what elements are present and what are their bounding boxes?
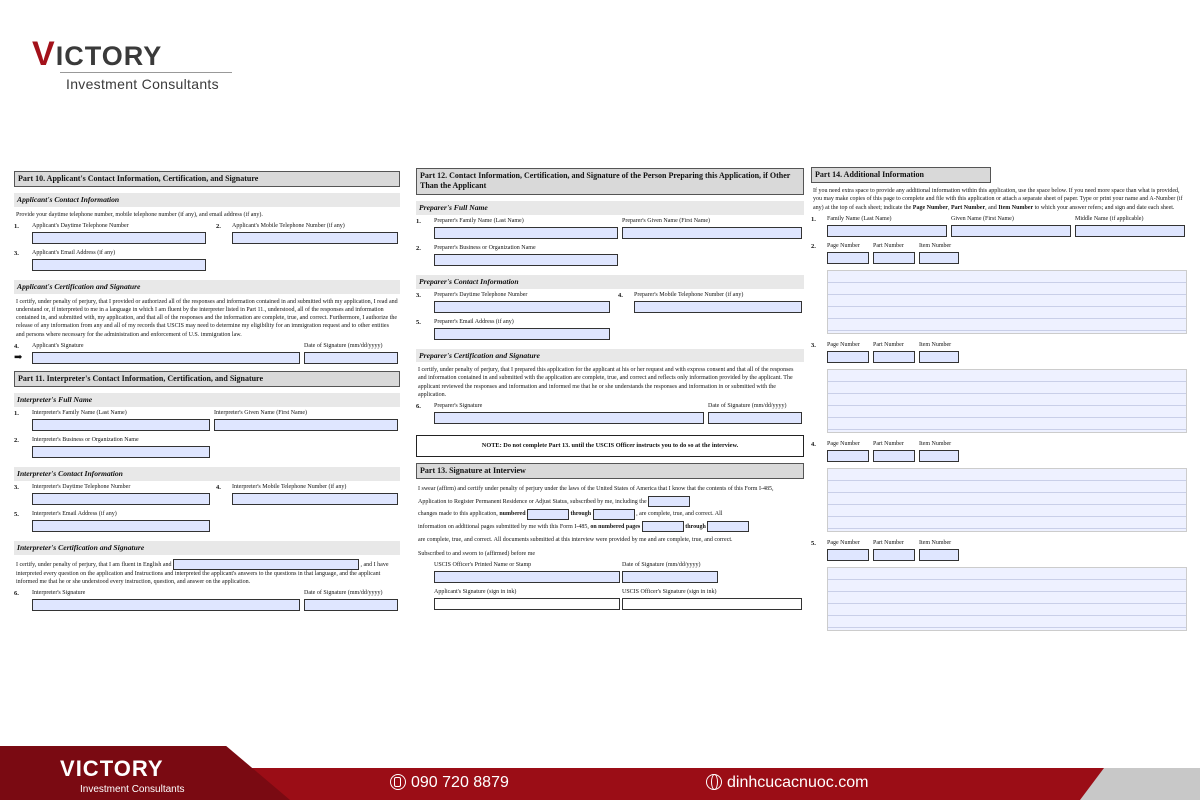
interpreter-name-title: Interpreter's Full Name — [14, 393, 400, 407]
interpreter-cert-title: Interpreter's Certification and Signature — [14, 541, 400, 555]
additional-block: 5. Page Number Part Number Item Number — [811, 540, 1187, 631]
applicant-cert-title: Applicant's Certification and Signature — [14, 280, 400, 294]
applicant-email-row: 3. Applicant's Email Address (if any) — [14, 250, 400, 274]
signature-arrow-icon: ➡ — [14, 351, 23, 363]
footer-phone[interactable]: 090 720 8879 — [390, 774, 509, 792]
interpreter-name-row: 1. Interpreter's Family Name (Last Name) Interpreter's Given Name (First Name) — [14, 410, 400, 434]
block5-item-field[interactable] — [919, 549, 959, 561]
officer-ink-signature-field[interactable] — [622, 598, 802, 610]
block4-part-field[interactable] — [873, 450, 915, 462]
interpreter-phone-row: 3. Interpreter's Daytime Telephone Number 4. Interpreter's Mobile Telephone Number (if any) — [14, 484, 400, 508]
phone-icon — [390, 774, 406, 790]
block2-part-field[interactable] — [873, 252, 915, 264]
block3-part-field[interactable] — [873, 351, 915, 363]
applicant-signature-field[interactable] — [32, 352, 300, 364]
preparer-given-name-field[interactable] — [622, 227, 802, 239]
interpreter-language-field[interactable] — [173, 559, 359, 570]
applicant-contact-intro: Provide your daytime telephone number, mobile telephone number (if any), and email address (if any). — [16, 212, 263, 219]
additional-given-name-field[interactable] — [951, 225, 1071, 237]
preparer-email-row: 5. Preparer's Email Address (if any) — [416, 319, 804, 343]
part10-header: Part 10. Applicant's Contact Information, Certification, and Signature — [14, 171, 400, 187]
interpreter-daytime-phone-field[interactable] — [32, 493, 210, 505]
globe-icon — [706, 774, 722, 790]
preparer-cert-text: I certify, under penalty of perjury, that I prepared this application for the applicant at his or her request and with express consent and that all of the responses and information contained in and submitted with the application are complete, true, and correct and reflects only information provided by the applicant. The applicant reviewed the responses and information and informed me that he or she understands the responses and information in or submitted with the application. — [418, 367, 794, 398]
interpreter-family-name-field[interactable] — [32, 419, 210, 431]
interpreter-signature-date-field[interactable] — [304, 599, 398, 611]
block4-page-field[interactable] — [827, 450, 869, 462]
interpreter-mobile-phone-field[interactable] — [232, 493, 398, 505]
additional-name-row: 1. Family Name (Last Name) Given Name (First Name) Middle Name (if applicable) — [811, 216, 1187, 240]
preparer-signature-row: 6. Preparer's Signature Date of Signature (mm/dd/yyyy) — [416, 403, 804, 427]
block4-text-area[interactable] — [827, 468, 1187, 532]
block3-page-field[interactable] — [827, 351, 869, 363]
interpreter-signature-row: 6. Interpreter's Signature Date of Signature (mm/dd/yyyy) — [14, 590, 400, 614]
block2-text-area[interactable] — [827, 270, 1187, 334]
preparer-organization-field[interactable] — [434, 254, 618, 266]
additional-family-name-field[interactable] — [827, 225, 947, 237]
logo-subtitle: Investment Consultants — [66, 76, 219, 92]
footer-website-link[interactable]: dinhcucacnuoc.com — [706, 774, 868, 792]
preparer-signature-date-field[interactable] — [708, 412, 802, 424]
additional-block: 4. Page Number Part Number Item Number — [811, 441, 1187, 532]
block5-text-area[interactable] — [827, 567, 1187, 631]
preparer-org-row: 2. Preparer's Business or Organization Name — [416, 245, 804, 269]
form-column-left — [14, 171, 400, 614]
changes-from-field[interactable] — [527, 509, 569, 520]
block4-item-field[interactable] — [919, 450, 959, 462]
applicant-contact-title: Applicant's Contact Information — [14, 193, 400, 207]
additional-block: 2. Page Number Part Number Item Number — [811, 243, 1187, 334]
part11-header: Part 11. Interpreter's Contact Information, Certification, and Signature — [14, 371, 400, 387]
block2-item-field[interactable] — [919, 252, 959, 264]
pages-to-field[interactable] — [707, 521, 749, 532]
interpreter-signature-field[interactable] — [32, 599, 300, 611]
footer-bar — [0, 746, 1200, 800]
form-column-middle — [416, 168, 804, 613]
officer-name-field[interactable] — [434, 571, 620, 583]
changes-to-field[interactable] — [593, 509, 635, 520]
victory-logo — [32, 34, 232, 96]
part14-header: Part 14. Additional Information — [811, 167, 991, 183]
applicant-cert-text: I certify, under penalty of perjury, that I provided or authorized all of the responses and information contained in and submitted with my application, I read and understand or, if interpreted to me in a language in which I am fluent by the interpreter listed in Part 11., understood, all of the responses and information contained in, and submitted with, my application, and that all of the responses and the information are complete, true, and correct. Furthermore, I authorize the release of any information from any and all of my records that USCIS may need to determine my eligibility for an immigration request and to other entities and persons where necessary for the administration and enforcement of U.S. immigration law. — [16, 299, 398, 338]
interpreter-org-row: 2. Interpreter's Business or Organization Name — [14, 437, 400, 461]
block3-item-field[interactable] — [919, 351, 959, 363]
applicant-mobile-phone-field[interactable] — [232, 232, 398, 244]
interpreter-email-field[interactable] — [32, 520, 210, 532]
applicant-signature-date-field[interactable] — [304, 352, 398, 364]
interpreter-given-name-field[interactable] — [214, 419, 398, 431]
changes-count-field[interactable] — [648, 496, 690, 507]
preparer-mobile-phone-field[interactable] — [634, 301, 802, 313]
applicant-signature-row: 4. ➡ Applicant's Signature Date of Signature (mm/dd/yyyy) — [14, 343, 400, 367]
interview-oath-text: I swear (affirm) and certify under penalty of perjury under the laws of the United States of America that I know that the contents of this Form I-485, Application to Register Permanent Residence or Adjust Status, subscribed by me, including the changes made to this application, numbered through , are complete, true, and correct. All information on additional pages submitted by me with this Form I-485, on numbered pages through are complete, true, and correct. All documents submitted at this interview were provided by me and are complete, true, and correct. — [418, 486, 774, 543]
officer-name-row: USCIS Officer's Printed Name or Stamp Date of Signature (mm/dd/yyyy) — [416, 562, 804, 586]
interpreter-organization-field[interactable] — [32, 446, 210, 458]
logo-divider — [60, 72, 232, 73]
subscribed-text: Subscribed to and sworn to (affirmed) before me — [418, 551, 536, 558]
preparer-email-field[interactable] — [434, 328, 610, 340]
interpreter-email-row: 5. Interpreter's Email Address (if any) — [14, 511, 400, 535]
part13-header: Part 13. Signature at Interview — [416, 463, 804, 479]
additional-info-intro: If you need extra space to provide any additional information within this application, use the space below. If you need more space than what is provided, you may make copies of this page to complete and file with this application or attach a separate sheet of paper. Type or print your name and A-Number (if any) at the top of each sheet; indicate the Page Number, Part Number, and Item Number to which your answer refers; and sign and date each sheet. — [813, 188, 1183, 211]
logo-wordmark: VICTORY — [32, 35, 163, 73]
preparer-family-name-field[interactable] — [434, 227, 618, 239]
pages-from-field[interactable] — [642, 521, 684, 532]
preparer-phone-row: 3. Preparer's Daytime Telephone Number 4. Preparer's Mobile Telephone Number (if any) — [416, 292, 804, 316]
preparer-signature-field[interactable] — [434, 412, 704, 424]
preparer-daytime-phone-field[interactable] — [434, 301, 610, 313]
block5-page-field[interactable] — [827, 549, 869, 561]
footer-logo-subtitle: Investment Consultants — [80, 784, 185, 795]
additional-block: 3. Page Number Part Number Item Number — [811, 342, 1187, 433]
interpreter-cert-text: I certify, under penalty of perjury, that I am fluent in English and , and I have interpreted every question on the application and Instructions and interpreted the applicant's answers to the questions in that language, and the applicant informed me that he or she understood every instruction, question, and answer on the application. — [16, 559, 398, 586]
preparer-cert-title: Preparer's Certification and Signature — [416, 349, 804, 363]
applicant-email-field[interactable] — [32, 259, 206, 271]
block5-part-field[interactable] — [873, 549, 915, 561]
applicant-phone-row: 1. Applicant's Daytime Telephone Number 2. Applicant's Mobile Telephone Number (if any) — [14, 223, 400, 247]
officer-date-field[interactable] — [622, 571, 718, 583]
block2-page-field[interactable] — [827, 252, 869, 264]
part12-header: Part 12. Contact Information, Certification, and Signature of the Person Preparing this Application, if Other Than the Applicant — [416, 168, 804, 195]
part13-note: NOTE: Do not complete Part 13. until the USCIS Officer instructs you to do so at the interview. — [416, 435, 804, 457]
preparer-name-row: 1. Preparer's Family Name (Last Name) Preparer's Given Name (First Name) — [416, 218, 804, 242]
additional-middle-name-field[interactable] — [1075, 225, 1185, 237]
form-column-right — [811, 167, 1187, 631]
preparer-contact-title: Preparer's Contact Information — [416, 275, 804, 289]
interview-signatures-row: Applicant's Signature (sign in ink) USCIS Officer's Signature (sign in ink) — [416, 589, 804, 613]
block3-text-area[interactable] — [827, 369, 1187, 433]
applicant-ink-signature-field[interactable] — [434, 598, 620, 610]
applicant-daytime-phone-field[interactable] — [32, 232, 206, 244]
interpreter-contact-title: Interpreter's Contact Information — [14, 467, 400, 481]
preparer-name-title: Preparer's Full Name — [416, 201, 804, 215]
footer-logo-wordmark: VICTORY — [60, 756, 164, 781]
